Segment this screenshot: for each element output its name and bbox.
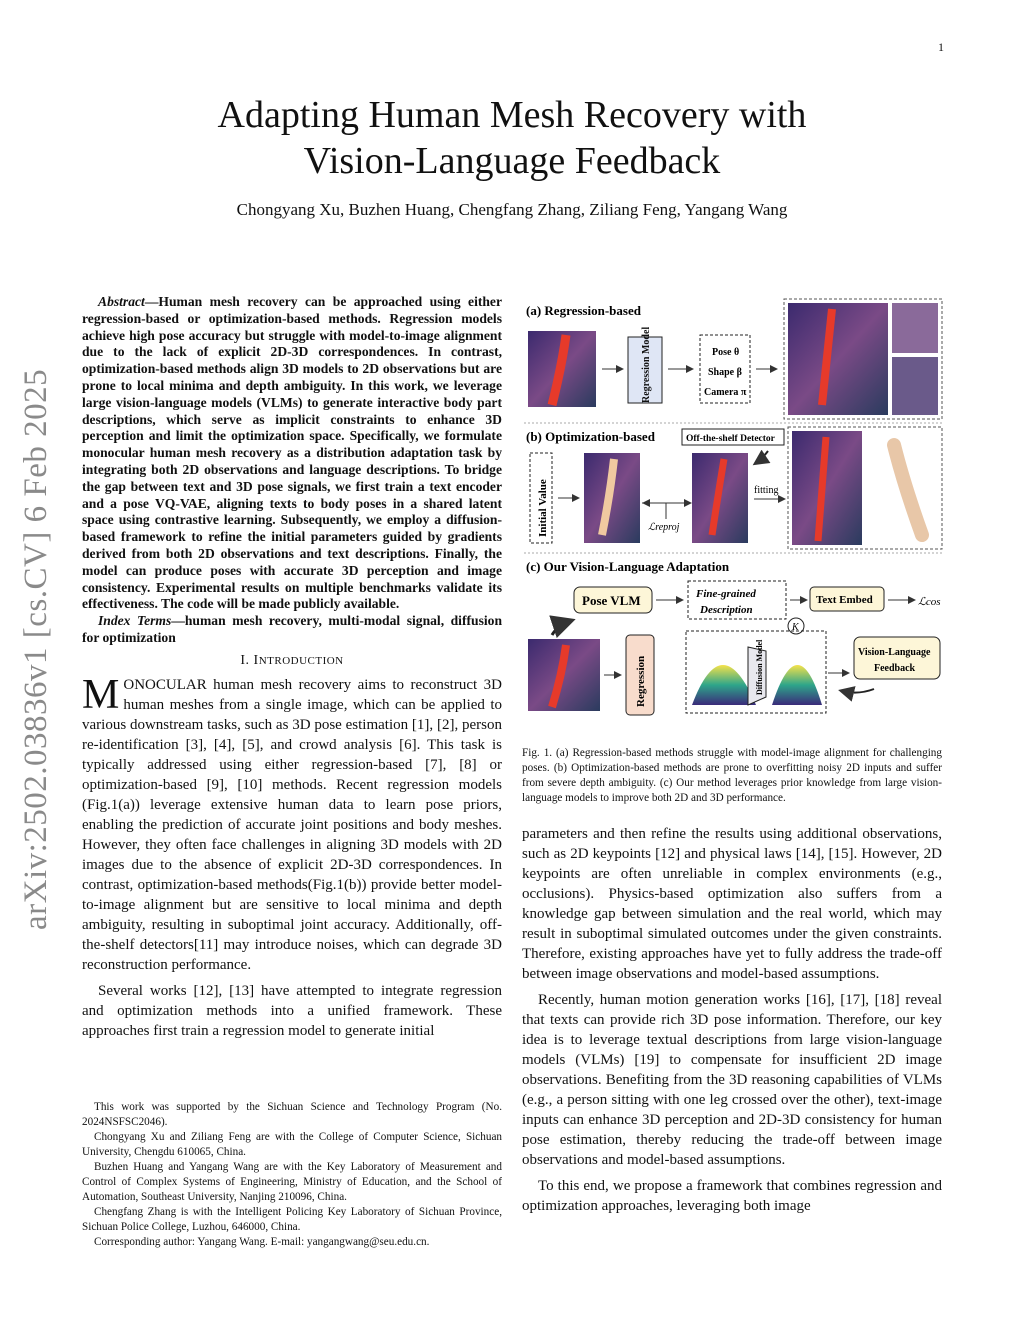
title-line-1: Adapting Human Mesh Recovery with xyxy=(217,94,807,136)
text-embed-label: Text Embed xyxy=(816,594,873,606)
pose-vlm-label: Pose VLM xyxy=(582,593,641,608)
figure-label-a: (a) Regression-based xyxy=(526,303,641,318)
section-rest: NTRODUCTION xyxy=(258,654,344,667)
footnotes xyxy=(82,1100,502,1250)
dropcap: M xyxy=(82,671,120,718)
title-line-2: Vision-Language Feedback xyxy=(303,140,721,182)
figure-label-c: (c) Our Vision-Language Adaptation xyxy=(526,559,730,574)
fine-grained-label-1: Fine-grained xyxy=(696,588,756,600)
figure-label-b: (b) Optimization-based xyxy=(526,429,655,444)
distribution-plot-1 xyxy=(692,665,756,705)
figure-1 xyxy=(522,295,946,737)
footnote-funding: This work was supported by the Sichuan Science and Technology Program (No. 2024NSFSC2046). xyxy=(82,1101,502,1128)
right-paragraph-1: parameters and then refine the results using additional observations, such as 2D keypoints [12] and physical laws [14], [15]. However, 2D keypoints are often unreliable in complex environments (e.g., occlusions). Physics-based optimization also suffers from a knowledge gap between simulation and the real world, which may result in suboptimal simulated outcomes under the given constraints. Therefore, existing approaches have yet to fully address the trade-off between image observations and model-based assumptions. xyxy=(522,826,942,982)
section-cap: I xyxy=(253,652,259,668)
right-paragraph-3: To this end, we propose a framework that combines regression and optimization approaches, leveraging both image xyxy=(522,1178,942,1214)
footnote-affiliation-3: Chengfang Zhang is with the Intelligent Policing Key Laboratory of Sichuan Province, Sichuan Police College, Luzhou, 646000, China. xyxy=(82,1206,502,1233)
author-list: Chongyang Xu, Buzhen Huang, Chengfang Zhang, Ziliang Feng, Yangang Wang xyxy=(236,200,788,219)
vl-feedback-label-1: Vision-Language xyxy=(858,647,931,658)
section-heading-introduction xyxy=(82,653,502,669)
regression-model-label: Regression Model xyxy=(641,326,652,403)
zoom-inset-1 xyxy=(892,303,938,353)
regression-label-c: Regression xyxy=(635,655,647,707)
index-terms-label: Index Terms xyxy=(98,613,172,629)
intro-paragraph-1-text: ONOCULAR human mesh recovery aims to reconstruct 3D human meshes from a single image, which can be applied to various downstream tasks, such as 3D pose estimation [1], [2], person re-identification [3], [4], [5], and crowd analysis [6]. This task is typically addressed using either regression-based [7], [8] or optimization-based [9], [10] methods. Recent regression models (Fig.1(a)) leverage extensive human data to learn pose priors, enabling the prediction of accurate joint positions and body meshes. However, they often face challenges in aligning 3D models with 2D images due to the absence of explicit 2D-3D correspondences. In contrast, optimization-based methods(Fig.1(b)) provide better model-to-image alignment but are sensitive to local minima and depth ambiguity, resulting in suboptimal joint accuracy. Additionally, off-the-shelf detectors[11] may introduce noises, which can degrade 3D reconstruction performance. xyxy=(82,676,502,973)
figure-caption-block xyxy=(522,746,942,806)
fine-grained-label-2: Description xyxy=(700,604,753,616)
distribution-plot-2 xyxy=(772,665,822,705)
abstract-label: Abstract xyxy=(98,294,145,309)
result-image-a xyxy=(788,303,888,415)
page-number: 1 xyxy=(938,40,944,54)
abstract xyxy=(82,294,502,613)
abstract-text: —Human mesh recovery can be approached using either regression-based or optimization-based methods. Regression models achieve high pose accuracy but struggle with model-to-image alignment due to the lack of explicit 2D-3D correspondences. In contrast, optimization-based methods align 3D models to 2D observations but are prone to local minima and depth ambiguity. In this work, we leverage large vision-language models (VLMs) to generate interactive body part descriptions, which serve as implicit constraints to enhance 3D perception and limit the optimization space. Specifically, we formulate monocular human mesh recovery as a distribution adaptation task by integrating both 2D observations and language descriptions. To bridge the gap between text and 3D pose signals, we first train a text encoder and a pose VQ-VAE, aligning texts to body poses in a shared latent space using contrastive learning. Subsequently, we employ a diffusion-based framework to refine the initial parameters guided by gradients derived from both 2D observations and text descriptions. Finally, the model can produce poses with accurate 3D perception and image consistency. Experimental results on multiple benchmarks validate its effectiveness. The code will be made publicly available. xyxy=(82,294,502,612)
mesh-side-view-b xyxy=(894,445,922,535)
right-paragraph-2: Recently, human motion generation works [16], [17], [18] reveal that texts can provide rich 3D pose information. Therefore, our key idea is to leverage textual descriptions from large vision-language models (VLMs) [19] to compensate for insufficient 2D image observations. Benefiting from the 3D reasoning capabilities of VLMs (e.g., a person sitting with one leg crossed over the other), text-image inputs can enhance 3D perception and 2D-3D consistency for human pose estimation, thereby reducing the trade-off between image observations and model-based assumptions. xyxy=(522,992,942,1168)
arxiv-identifier: arXiv:2502.03836v1 [cs.CV] 6 Feb 2025 xyxy=(18,368,54,930)
footnote-affiliation-2: Buzhen Huang and Yangang Wang are with the Key Laboratory of Measurement and Control of Complex Systems of Engineering, Ministry of Education, and the School of Automation, Southeast University, Nanjing 210096, China. xyxy=(82,1161,502,1203)
shape-label: Shape β xyxy=(708,367,742,378)
k-label: K xyxy=(792,622,799,633)
detector-label: Off-the-shelf Detector xyxy=(686,434,775,444)
intro-paragraph-2: Several works [12], [13] have attempted to integrate regression and optimization methods into a unified framework. These approaches first train a regression model to generate initial xyxy=(82,982,502,1039)
zoom-inset-2 xyxy=(892,357,938,415)
figure-caption: Fig. 1. (a) Regression-based methods struggle with model-image alignment for challenging poses. (b) Optimization-based methods are prone to overfitting noisy 2D inputs and suffer from severe depth ambiguity. (c) Our method leverages prior knowledge from large vision-language models to improve both 2D and 3D performance. xyxy=(522,747,942,804)
footnote-affiliation-1: Chongyang Xu and Ziliang Feng are with the College of Computer Science, Sichuan University, Chengdu 610065, China. xyxy=(82,1131,502,1158)
left-column xyxy=(82,294,502,1041)
cos-loss-label: ℒcos xyxy=(918,596,941,608)
footnote-corresponding: Corresponding author: Yangang Wang. E-mail: yangangwang@seu.edu.cn. xyxy=(94,1236,430,1248)
reproj-loss-label: ℒreproj xyxy=(648,522,680,533)
paper-title xyxy=(0,92,1024,184)
initial-value-label: Initial Value xyxy=(537,479,549,537)
index-terms-text: —human mesh recovery, multi-modal signal, diffusion for optimization xyxy=(82,613,503,645)
pose-label: Pose θ xyxy=(712,347,740,358)
section-number: I. xyxy=(240,652,254,668)
vl-feedback-label-2: Feedback xyxy=(874,663,916,674)
camera-label: Camera π xyxy=(704,387,747,398)
diffusion-model-label: Diffusion Model xyxy=(755,639,764,695)
intro-paragraph-1 xyxy=(82,671,502,975)
index-terms xyxy=(82,613,502,647)
fitting-label: fitting xyxy=(754,485,779,496)
right-column xyxy=(522,824,942,1216)
